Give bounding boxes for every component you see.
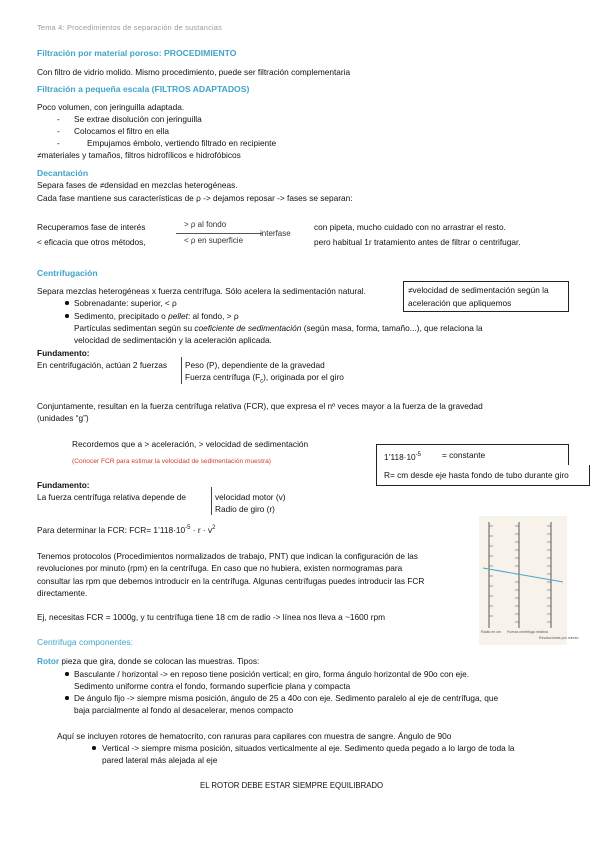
recordemos-text: Recordemos que a > aceleración, > velocidad de sedimentación <box>72 439 309 449</box>
radius-box <box>376 465 590 486</box>
note-box <box>403 281 569 312</box>
pequena-text: Poco volumen, con jeringuilla adaptada. <box>37 102 185 112</box>
decantacion-left1: Recuperamos fase de interés <box>37 222 146 232</box>
note-box-line1: ≠velocidad de sedimentación según la <box>408 285 549 295</box>
decantacion-right1: con pipeta, mucho cuidado con no arrastrar el resto. <box>314 222 506 232</box>
fundamento2-text: La fuerza centrífuga relativa depende de <box>37 492 186 502</box>
nomogram-label-fcr: Fuerza centrífuga relativa <box>507 630 548 634</box>
filtracion-text: Con filtro de vidrio molido. Mismo procedimiento, puede ser filtración complementaria <box>37 67 351 77</box>
nomogram-label-rpm: Revoluciones por minuto <box>539 636 579 640</box>
interface-label: interfase <box>260 229 291 238</box>
centrifugacion-line1: Separa mezclas heterogéneas x fuerza centrífuga. Sólo acelera la sedimentación natural. <box>37 286 366 296</box>
sedimento-detail-line2: velocidad de sedimentación y la aceleración aplicada. <box>74 335 272 345</box>
fcr-text-line2: (unidades “g”) <box>37 413 89 423</box>
protocol-text-3: consultar las rpm que debemos introducir en la centrífuga. Algunas centrífugas puedes introducir las FCR <box>37 576 425 586</box>
constant-label: = constante <box>442 450 486 460</box>
rotor-vertical: Vertical -> siempre misma posición, situados verticalmente al eje. Sedimento queda pegado a lo largo de toda la <box>102 743 515 753</box>
nomogram-graphic <box>479 516 567 645</box>
list-item: Colocamos el filtro en ella <box>74 126 169 136</box>
section-title-componentes: Centrifuga componentes: <box>37 637 134 647</box>
fundamento2-heading: Fundamento: <box>37 480 90 490</box>
list-item: Se extrae disolución con jeringuilla <box>74 114 202 124</box>
rotor-label: Rotor <box>37 656 60 666</box>
nomogram-label-radius: Radio en cm <box>481 630 502 634</box>
rotor-vertical-detail: pared lateral más alejada al eje <box>102 755 218 765</box>
force-peso: Peso (P), dependiente de la gravedad <box>185 360 325 370</box>
protocol-text-4: directamente. <box>37 588 88 598</box>
dash-marker: - <box>57 138 60 148</box>
bullet-marker <box>65 672 69 676</box>
bullet-marker <box>92 746 96 750</box>
note-box-line2: aceleración que apliquemos <box>408 298 512 308</box>
constant-value: $1’118\cdot 10^{-5}$ <box>384 452 422 462</box>
section-title-filtracion: Filtración por material poroso: PROCEDIMIENTO <box>37 48 237 58</box>
bullet-sobrenadante: Sobrenadante: superior, < ρ <box>74 298 177 308</box>
force-centrifuga: Fuerza centrífuga $(F_c)$, originada por el giro <box>185 372 344 385</box>
section-title-centrifugacion: Centrifugación <box>37 268 98 278</box>
bullet-marker <box>65 301 69 305</box>
radius-definition: R= cm desde eje hasta fondo de tubo durante giro <box>384 470 569 480</box>
interface-line <box>176 233 262 234</box>
phase-top-label: < ρ en superficie <box>184 236 244 245</box>
sedimento-detail-line1: Partículas sedimentan según su coeficiente de sedimentación (según masa, forma, tamaño...), que relaciona la <box>74 323 483 333</box>
dash-marker: - <box>57 126 60 136</box>
decantacion-left2: < eficacia que otros métodos, <box>37 237 146 247</box>
protocol-text-1: Tenemos protocolos (Procedimientos normalizados de trabajo, PNT) que indican la configuración de las <box>37 551 418 561</box>
constant-box <box>376 444 569 466</box>
nomogram-image <box>479 516 579 645</box>
section-title-decantacion: Decantación <box>37 168 89 178</box>
final-note: EL ROTOR DEBE ESTAR SIEMPRE EQUILIBRADO <box>200 781 384 790</box>
brace-line <box>181 357 182 384</box>
pequena-end-text: ≠materiales y tamaños, filtros hidrofílicos e hidrofóbicos <box>37 150 241 160</box>
fundamento-heading: Fundamento: <box>37 348 90 358</box>
phase-diagram <box>176 218 304 250</box>
list-item: Empujamos émbolo, vertiendo filtrado en recipiente <box>87 138 277 148</box>
red-note: (Conocer FCR para estimar la velocidad de sedimentación muestra) <box>72 458 271 465</box>
decantacion-right2: pero habitual 1r tratamiento antes de filtrar o centrifugar. <box>314 237 521 247</box>
factor-velocidad: velocidad motor (v) <box>215 492 286 502</box>
fcr-text-line1: Conjuntamente, resultan en la fuerza centrífuga relativa (FCR), que expresa el nº veces mayor a la fuerza de la gravedad <box>37 401 483 411</box>
phase-bottom-label: > ρ al fondo <box>184 220 227 229</box>
dash-marker: - <box>57 114 60 124</box>
factor-radio: Radio de giro (r) <box>215 504 275 514</box>
page-header: Tema 4: Procedimientos de separación de sustancias <box>37 23 223 32</box>
example-text: Ej, necesitas FCR = 1000g, y tu centrífuga tiene 18 cm de radio -> línea nos lleva a ~1600 rpm <box>37 612 385 622</box>
brace-line <box>211 487 212 515</box>
rotor-basculante-detail: Sedimento uniforme contra el fondo, formando superficie plana y compacta <box>74 681 351 691</box>
rotor-angulo-fijo: De ángulo fijo -> siempre misma posición, ángulo de 25 a 40o con eje. Sedimento paralelo al eje de centrífuga, que <box>74 693 499 703</box>
fundamento-text: En centrifugación, actúan 2 fuerzas <box>37 360 168 370</box>
protocol-text-2: revoluciones por minuto (rpm) en la centrífuga. En caso que no hubiera, existen normogramas para <box>37 563 403 573</box>
rotor-basculante: Basculante / horizontal -> en reposo tiene posición vertical; en giro, forma ángulo horizontal de 90o con eje. <box>74 669 470 679</box>
bullet-marker <box>65 696 69 700</box>
rotor-angulo-fijo-detail: baja parcialmente al fondo al desacelerar, menos compacto <box>74 705 294 715</box>
section-title-pequena-escala: Filtración a pequeña escala (FILTROS ADAPTADOS) <box>37 84 250 94</box>
hematocrito-text: Aquí se incluyen rotores de hematocrito, con ranuras para capilares con muestra de sangre. Ángulo de 90o <box>57 731 452 741</box>
decantacion-line2: Cada fase mantiene sus características de ρ -> dejamos reposar -> fases se separan: <box>37 193 353 203</box>
bullet-marker <box>65 314 69 318</box>
fcr-formula: Para determinar la FCR: $FCR= 1’118\cdot 10^{-5} \cdot r \cdot v^2$ <box>37 525 216 535</box>
bullet-sedimento: Sedimento, precipitado o pellet: al fondo, > ρ <box>74 311 239 321</box>
decantacion-line1: Separa fases de ≠densidad en mezclas heterogéneas. <box>37 180 238 190</box>
rotor-intro: Rotor pieza que gira, donde se colocan las muestras. Tipos: <box>37 656 260 666</box>
